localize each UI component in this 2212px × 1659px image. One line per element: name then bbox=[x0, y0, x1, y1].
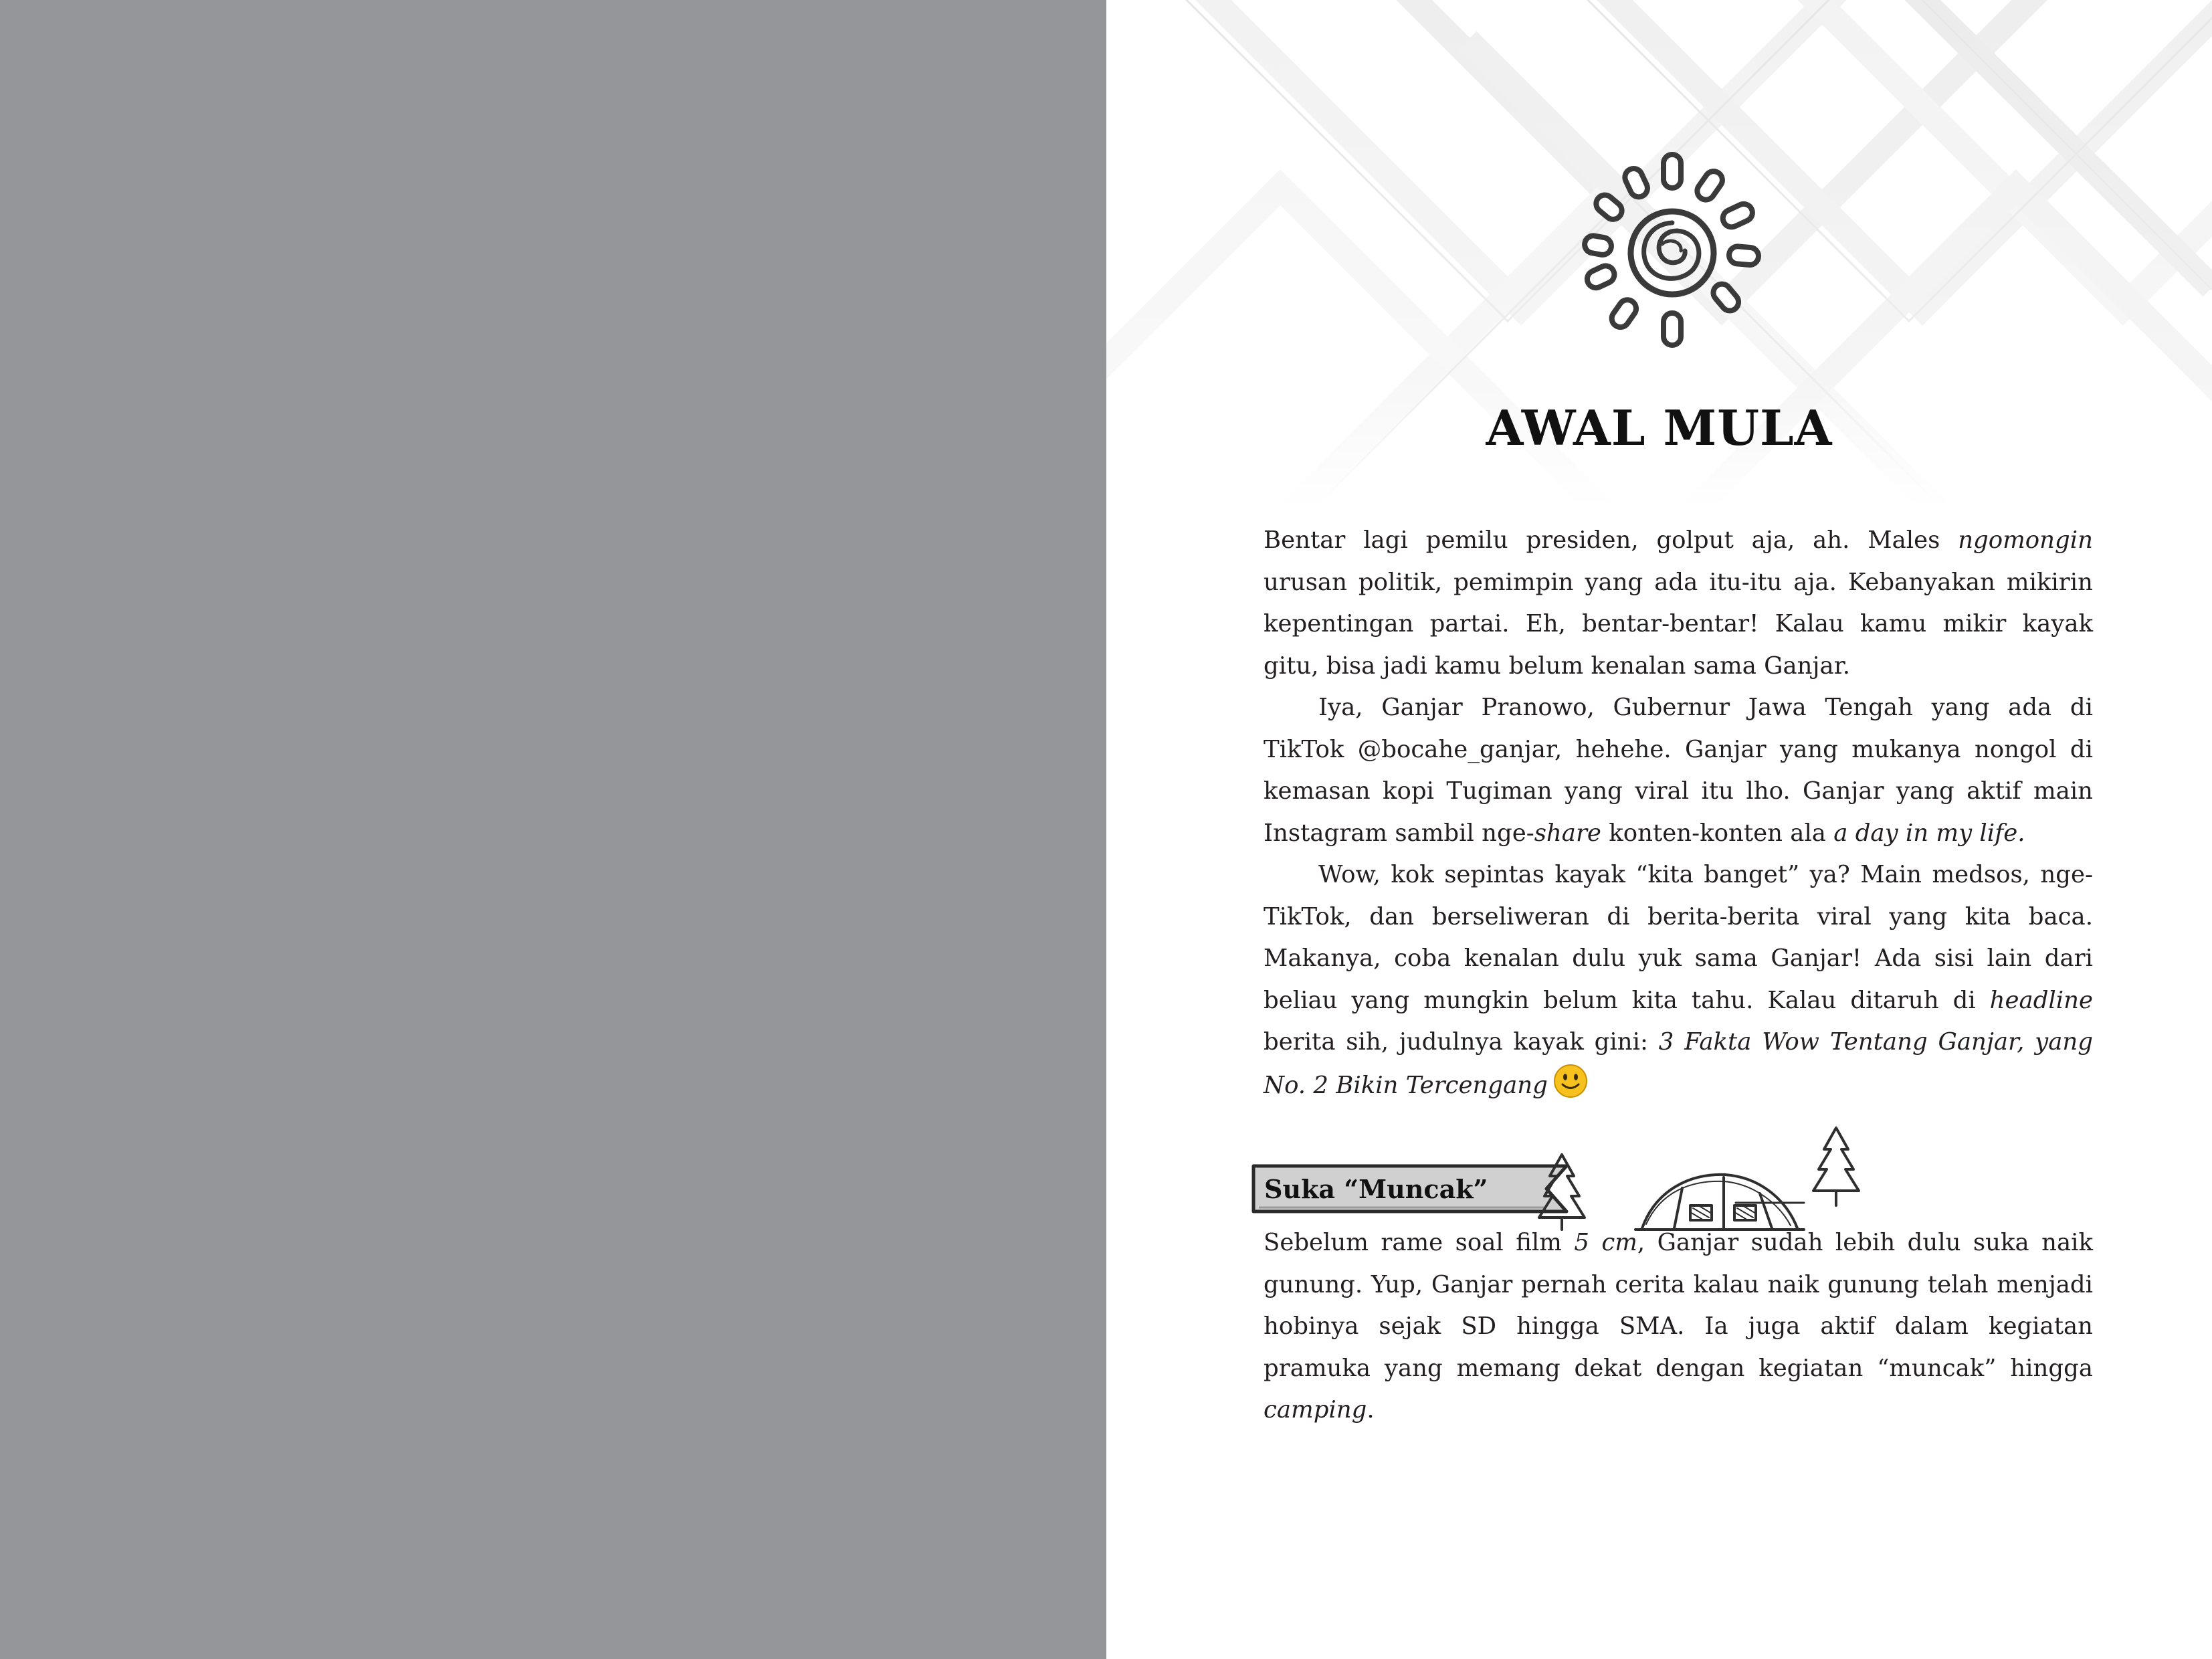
text-run: urusan politik, pemimpin yang ada itu-itu aja. Kebanyakan mikirin kepentingan partai. Eh, bentar-bentar! Kalau kamu mikir kayak gitu, bisa jadi kamu belum kenalan sama Ganjar. bbox=[1264, 568, 2093, 680]
text-run: Wow, kok sepintas kayak “kita banget” ya? Main medsos, nge-TikTok, dan berseliweran di berita-berita viral yang kita baca. Makanya, coba kenalan dulu yuk sama Ganjar! Ada sisi lain dari beliau yang mungkin belum kita tahu. Kalau ditaruh di bbox=[1264, 861, 2093, 1014]
section-paragraph-1 bbox=[1264, 1222, 2093, 1432]
text-run: 5 cm bbox=[1574, 1229, 1637, 1256]
text-run: 3 Fakta Wow Tentang Ganjar, yang No. 2 Bikin Tercengang bbox=[1264, 1028, 2093, 1099]
right-page bbox=[1106, 0, 2212, 1659]
text-run: Iya, Ganjar Pranowo, Gubernur Jawa Tengah yang ada di TikTok @bocahe_ganjar, hehehe. Ganjar yang mukanya nongol di kemasan kopi Tugiman yang viral itu lho. Ganjar yang aktif main Instagram sambil nge- bbox=[1264, 694, 2093, 847]
text-run: Sebelum rame soal film bbox=[1264, 1229, 1575, 1256]
section-body-text bbox=[1264, 1222, 2093, 1432]
smiley-icon bbox=[1553, 1064, 1588, 1098]
text-run: berita sih, judulnya kayak gini: bbox=[1264, 1028, 1659, 1056]
text-run: a day in my life. bbox=[1833, 819, 2025, 847]
sun-icon bbox=[1562, 144, 1783, 358]
text-run: konten-konten ala bbox=[1601, 819, 1834, 847]
text-run: , Ganjar sudah lebih dulu suka naik gunung. Yup, Ganjar pernah cerita kalau naik gunung telah menjadi hobinya sejak SD hingga SMA. Ia juga aktif dalam kegiatan pramuka yang memang dekat dengan kegiatan “muncak” hingga bbox=[1264, 1229, 2093, 1382]
text-run: . bbox=[1367, 1396, 1375, 1424]
text-run: Bentar lagi pemilu presiden, golput aja, ah. Males bbox=[1264, 526, 1958, 554]
intro-text bbox=[1264, 520, 2093, 1106]
text-run: camping bbox=[1264, 1396, 1367, 1424]
intro-paragraph-1 bbox=[1264, 520, 2093, 687]
section-title: Suka “Muncak” bbox=[1264, 1174, 1488, 1204]
camping-tent-icon bbox=[1515, 1124, 1890, 1231]
intro-paragraph-2 bbox=[1264, 687, 2093, 854]
chapter-title: AWAL MULA bbox=[1486, 399, 1833, 456]
text-run: headline bbox=[1989, 986, 2093, 1014]
text-run: ngomongin bbox=[1958, 526, 2093, 554]
intro-paragraph-3 bbox=[1264, 854, 2093, 1106]
text-run: share bbox=[1534, 819, 1601, 847]
